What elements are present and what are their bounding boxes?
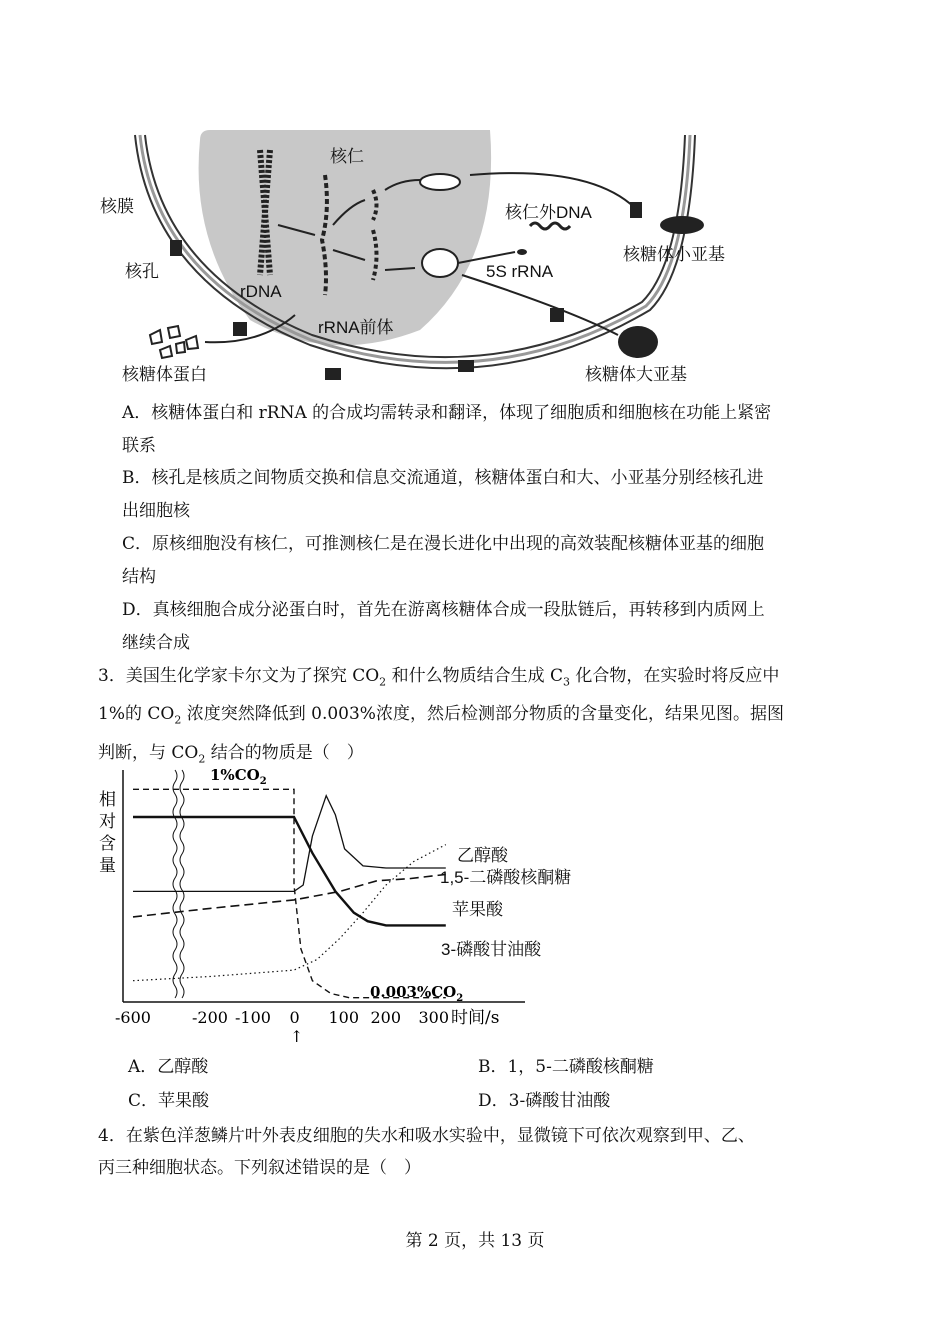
q3-stem: [98, 660, 858, 775]
label-nuclear-pore: 核孔: [125, 262, 159, 281]
label-small-subunit: 核糖体小亚基: [623, 245, 725, 264]
label-nucleolus: 核仁: [330, 147, 364, 166]
series-line-thin-dashed: [133, 789, 446, 997]
label-extranucleolar-dna: 核仁外DNA: [505, 203, 592, 222]
chart-ticks: [115, 1008, 449, 1027]
label-nuclear-membrane: 核膜: [100, 197, 134, 216]
y-axis-label-1: 相: [99, 790, 116, 810]
nuclear-pore: [458, 360, 474, 372]
small-subunit-inside: [420, 174, 460, 190]
large-subunit-outside: [618, 326, 658, 358]
x-axis-label: 时间/s: [451, 1008, 500, 1028]
label-large-subunit: 核糖体大亚基: [585, 365, 687, 384]
series-line-dotted: [133, 845, 446, 981]
label-5s-rrna: 5S rRNA: [486, 262, 554, 281]
x-tick-label: -200: [192, 1008, 228, 1027]
co2-chart: [95, 765, 615, 1050]
x-tick-label: 200: [370, 1008, 402, 1027]
y-axis-label-2: 对: [99, 812, 116, 832]
q2-option-c: [122, 528, 852, 594]
q4-stem: [98, 1120, 858, 1184]
option-line: 继续合成: [122, 633, 190, 653]
option-line: 结构: [122, 567, 156, 587]
label-ribosomal-protein: 核糖体蛋白: [122, 365, 207, 384]
q4-line-2: 丙三种细胞状态。下列叙述错误的是（ ）: [98, 1158, 421, 1178]
q3-option-d: D．3-磷酸甘油酸: [478, 1091, 611, 1111]
option-line: D．真核细胞合成分泌蛋白时，首先在游离核糖体合成一段肽链后，再转移到内质网上: [122, 600, 765, 620]
chart-series: [133, 789, 446, 997]
small-subunit-outside: [660, 216, 704, 234]
q2-option-d: [122, 594, 852, 660]
five-s-rrna-dot: [517, 249, 527, 255]
y-axis-label-4: 量: [99, 856, 116, 876]
time-zero-arrow-icon: ↑: [290, 1027, 304, 1046]
q2-option-a: [122, 397, 852, 463]
series-label-3pga: 3-磷酸甘油酸: [441, 940, 542, 959]
q3-line-2: 1%的 $CO_2$ 浓度突然降低到 0.003%浓度，然后检测部分物质的含量变化，结果见图。据图: [98, 704, 784, 727]
x-tick-label: 100: [328, 1008, 360, 1027]
x-tick-label: 0: [289, 1008, 300, 1027]
q3-option-b: B．1，5-二磷酸核酮糖: [478, 1057, 654, 1077]
page-footer: 第 2 页，共 13 页: [405, 1231, 545, 1251]
nuclear-pore: [233, 322, 247, 336]
q3-line-3: 判断，与 $CO_2$ 结合的物质是（ ）: [98, 742, 364, 766]
large-subunit-inside: [422, 249, 458, 277]
series-label-malic-acid: 苹果酸: [452, 900, 503, 919]
extranucleolar-dna-helix: [530, 223, 570, 229]
option-line: A．核糖体蛋白和 rRNA 的合成均需转录和翻译，体现了细胞质和细胞核在功能上紧密: [122, 403, 772, 423]
label-rrna-precursor: rRNA前体: [318, 318, 394, 337]
axis-break-right: [180, 770, 184, 998]
option-line: 出细胞核: [122, 501, 190, 521]
q2-option-b: [122, 462, 852, 528]
x-tick-label: -100: [235, 1008, 271, 1027]
x-tick-label: -600: [115, 1008, 151, 1027]
q3-option-a: A．乙醇酸: [128, 1057, 209, 1077]
q3-option-c: C．苹果酸: [128, 1091, 210, 1111]
annotation-low-co2: $0.003\%CO_2$: [370, 983, 464, 1004]
q3-line-1: 3．美国生化学家卡尔文为了探究 $CO_2$ 和什么物质结合生成 $C_3$ 化合物，在实验时将反应中: [98, 666, 780, 689]
annotation-high-co2: $1\%CO_2$: [210, 766, 267, 787]
axis-break-left: [173, 770, 177, 998]
label-rdna: rDNA: [240, 282, 282, 301]
option-line: B．核孔是核质之间物质交换和信息交流通道，核糖体蛋白和大、小亚基分别经核孔进: [122, 468, 764, 488]
option-line: 联系: [122, 436, 156, 456]
ribosomal-protein-particles: [150, 326, 198, 358]
nuclear-pore: [170, 240, 182, 256]
option-line: C．原核细胞没有核仁，可推测核仁是在漫长进化中出现的高效装配核糖体亚基的细胞: [122, 534, 765, 554]
x-tick-label: 300: [418, 1008, 450, 1027]
series-label-rubp: 1,5-二磷酸核酮糖: [440, 868, 572, 887]
q4-line-1: 4．在紫色洋葱鳞片叶外表皮细胞的失水和吸水实验中，显微镜下可依次观察到甲、乙、: [98, 1126, 755, 1146]
y-axis-label-3: 含: [99, 834, 116, 854]
series-label-glycolic-acid: 乙醇酸: [457, 846, 508, 865]
nuclear-pore: [325, 368, 341, 380]
